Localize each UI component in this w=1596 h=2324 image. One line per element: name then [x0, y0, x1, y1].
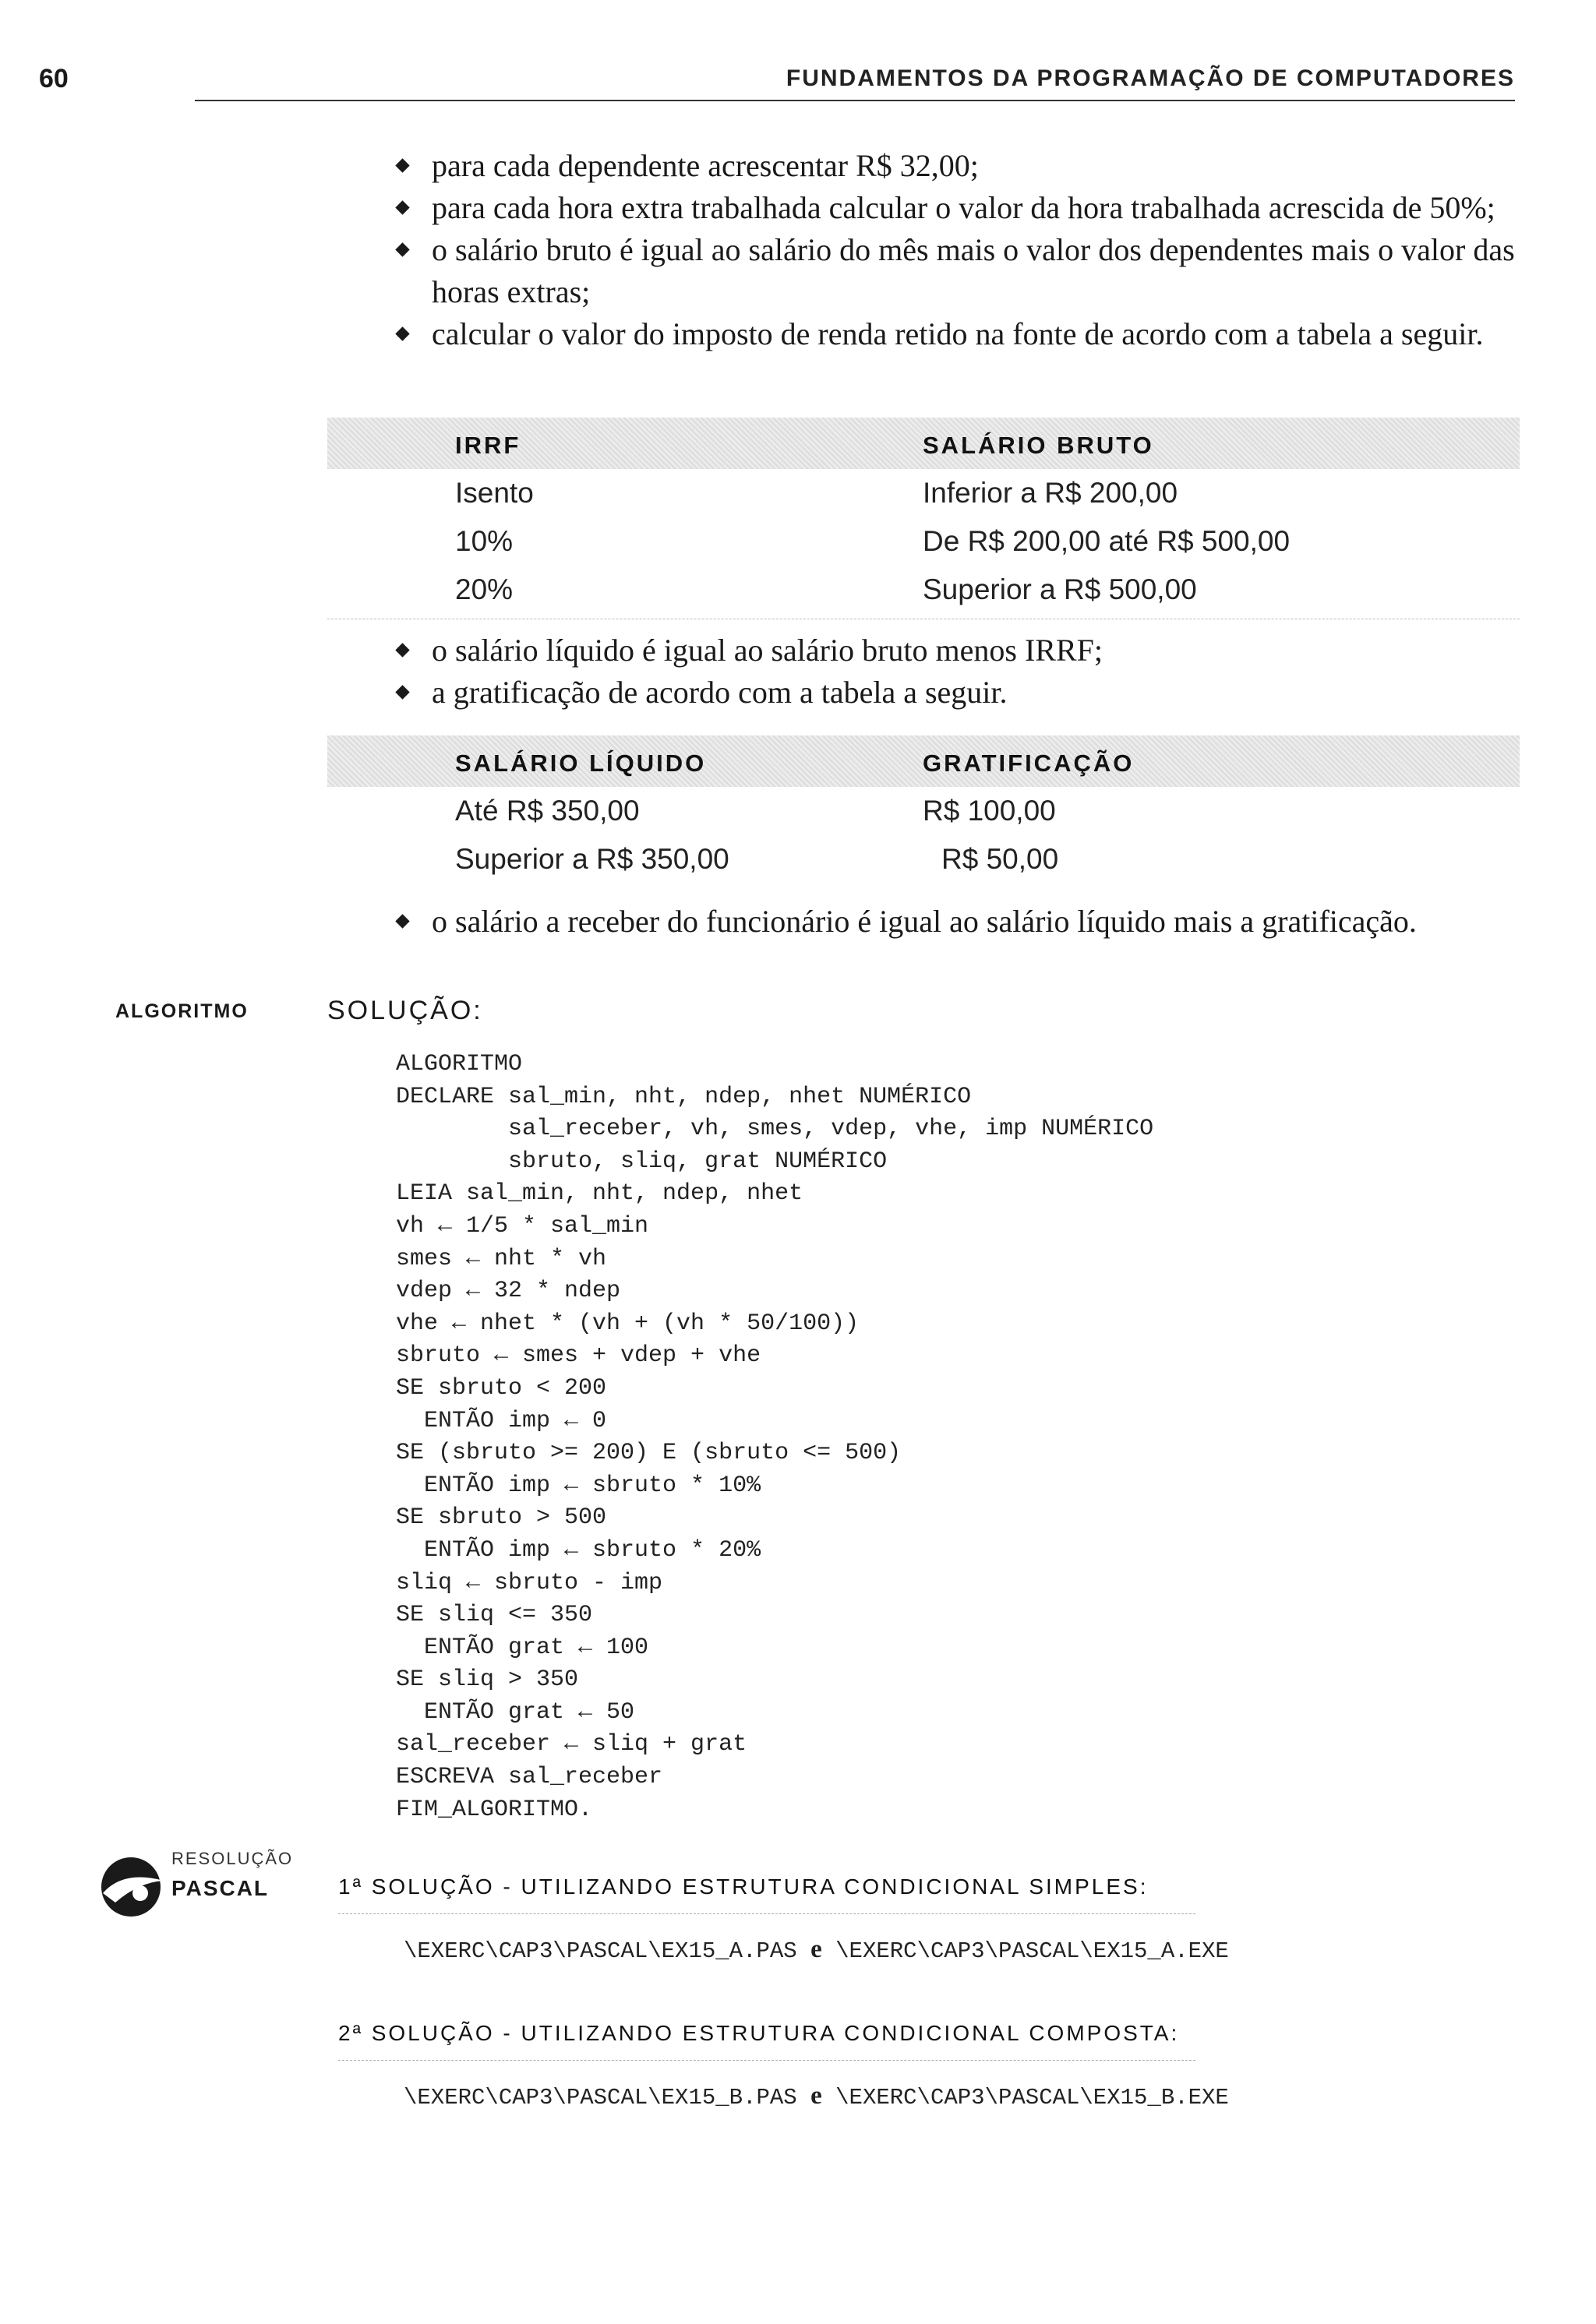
code-line: sbruto, sliq, grat NUMÉRICO [396, 1148, 888, 1175]
code-line: ESCREVA sal_receber [396, 1764, 663, 1791]
table-cell: R$ 100,00 [923, 795, 1056, 827]
irrf-table [327, 418, 1520, 619]
diamond-bullet-icon [395, 242, 409, 256]
list-item [390, 145, 1520, 187]
list-item [390, 629, 1520, 672]
code-line: sal_receber, vh, smes, vdep, vhe, imp NUMÉRICO [396, 1116, 1154, 1143]
list-item-text: o salário líquido é igual ao salário bruto menos IRRF; [432, 633, 1103, 668]
exe-file-path: \EXERC\CAP3\PASCAL\EX15_B.EXE [835, 2085, 1229, 2111]
solution-1-files [404, 1935, 1229, 1964]
exe-file-path: \EXERC\CAP3\PASCAL\EX15_A.EXE [835, 1938, 1229, 1964]
resolucao-side-label: RESOLUÇÃO [171, 1849, 294, 1868]
pascal-logo-icon [92, 1846, 167, 1921]
list-item [390, 901, 1520, 943]
code-line: SE sliq > 350 [396, 1666, 579, 1694]
diamond-bullet-icon [395, 914, 409, 928]
conjunction: e [810, 2082, 822, 2110]
page-number: 60 [39, 64, 69, 93]
diamond-bullet-icon [395, 326, 409, 340]
code-line: ENTÃO imp ← sbruto * 20% [396, 1536, 761, 1564]
table-cell: Isento [455, 477, 534, 509]
pas-file-path: \EXERC\CAP3\PASCAL\EX15_B.PAS [404, 2085, 797, 2111]
conjunction: e [810, 1935, 822, 1963]
column-header-irrf: IRRF [455, 432, 521, 459]
column-header-gratificacao: GRATIFICAÇÃO [923, 749, 1135, 777]
table-cell: Até R$ 350,00 [455, 795, 640, 827]
table-header [327, 735, 1520, 787]
code-line: smes ← nht * vh [396, 1245, 607, 1272]
pascal-side-label: PASCAL [171, 1876, 270, 1900]
code-line: sliq ← sbruto - imp [396, 1569, 663, 1596]
solution-1-heading: 1ª SOLUÇÃO - UTILIZANDO ESTRUTURA CONDICIONAL SIMPLES: [338, 1874, 1149, 1899]
code-line: vh ← 1/5 * sal_min [396, 1212, 649, 1240]
list-item-text: calcular o valor do imposto de renda retido na fonte de acordo com a tabela a seguir. [432, 316, 1484, 351]
running-head: FUNDAMENTOS DA PROGRAMAÇÃO DE COMPUTADORES [786, 65, 1515, 91]
code-line: DECLARE sal_min, nht, ndep, nhet NUMÉRICO [396, 1083, 972, 1110]
list-item-text: o salário a receber do funcionário é igual ao salário líquido mais a gratificação. [432, 904, 1417, 939]
code-line: SE (sbruto >= 200) E (sbruto <= 500) [396, 1440, 902, 1467]
bullet-list-rules [390, 145, 1520, 355]
code-line: ENTÃO grat ← 100 [396, 1634, 649, 1661]
list-item-text: para cada hora extra trabalhada calcular o valor da hora trabalhada acrescida de 50%; [432, 190, 1495, 225]
table-cell: R$ 50,00 [941, 843, 1059, 875]
solution-2-heading: 2ª SOLUÇÃO - UTILIZANDO ESTRUTURA CONDICIONAL COMPOSTA: [338, 2021, 1180, 2045]
table-row [327, 469, 1520, 517]
table-row [327, 566, 1520, 614]
list-item [390, 672, 1520, 714]
table-header [327, 418, 1520, 469]
solution-2-files [404, 2082, 1229, 2111]
solucao-heading: SOLUÇÃO: [327, 996, 483, 1025]
code-line: sbruto ← smes + vdep + vhe [396, 1342, 761, 1370]
column-header-salario-liquido: SALÁRIO LÍQUIDO [455, 749, 707, 777]
table-row [327, 517, 1520, 566]
list-item [390, 313, 1520, 355]
table-cell: 20% [455, 573, 514, 605]
table-cell: 10% [455, 525, 514, 557]
table-cell: Superior a R$ 350,00 [455, 843, 729, 875]
code-line: sal_receber ← sliq + grat [396, 1731, 747, 1758]
diamond-bullet-icon [395, 158, 409, 172]
code-line: ENTÃO imp ← sbruto * 10% [396, 1472, 761, 1499]
code-line: vhe ← nhet * (vh + (vh * 50/100)) [396, 1310, 860, 1337]
diamond-bullet-icon [395, 200, 409, 214]
code-line: LEIA sal_min, nht, ndep, nhet [396, 1180, 803, 1208]
list-item [390, 187, 1520, 229]
code-line: ALGORITMO [396, 1051, 523, 1077]
code-line: SE sbruto < 200 [396, 1374, 607, 1402]
code-line: FIM_ALGORITMO. [396, 1796, 593, 1823]
bullet-list-liquido [390, 629, 1520, 714]
code-line: SE sliq <= 350 [396, 1602, 593, 1629]
diamond-bullet-icon [395, 643, 409, 657]
algoritmo-side-label: ALGORITMO [115, 1000, 249, 1022]
list-item-text: o salário bruto é igual ao salário do mês mais o valor dos dependentes mais o valor das horas extras; [432, 232, 1515, 309]
code-line: ENTÃO grat ← 50 [396, 1698, 635, 1726]
table-cell: Inferior a R$ 200,00 [923, 477, 1178, 509]
table-row [327, 835, 1520, 883]
list-item-text: a gratificação de acordo com a tabela a seguir. [432, 675, 1008, 710]
gratificacao-table [327, 735, 1520, 883]
table-cell: Superior a R$ 500,00 [923, 573, 1197, 605]
pas-file-path: \EXERC\CAP3\PASCAL\EX15_A.PAS [404, 1938, 797, 1964]
column-header-salario-bruto: SALÁRIO BRUTO [923, 432, 1154, 459]
bullet-list-receber [390, 901, 1520, 943]
algorithm-code-block [396, 1049, 1153, 1826]
solution-2-rule [338, 2060, 1195, 2061]
header-rule [195, 100, 1515, 101]
diamond-bullet-icon [395, 685, 409, 699]
list-item-text: para cada dependente acrescentar R$ 32,00; [432, 148, 979, 183]
code-line: SE sbruto > 500 [396, 1504, 607, 1532]
list-item [390, 229, 1520, 313]
code-line: ENTÃO imp ← 0 [396, 1407, 607, 1434]
solution-1-rule [338, 1913, 1195, 1914]
code-line: vdep ← 32 * ndep [396, 1278, 621, 1305]
table-cell: De R$ 200,00 até R$ 500,00 [923, 525, 1291, 557]
table-row [327, 787, 1520, 835]
